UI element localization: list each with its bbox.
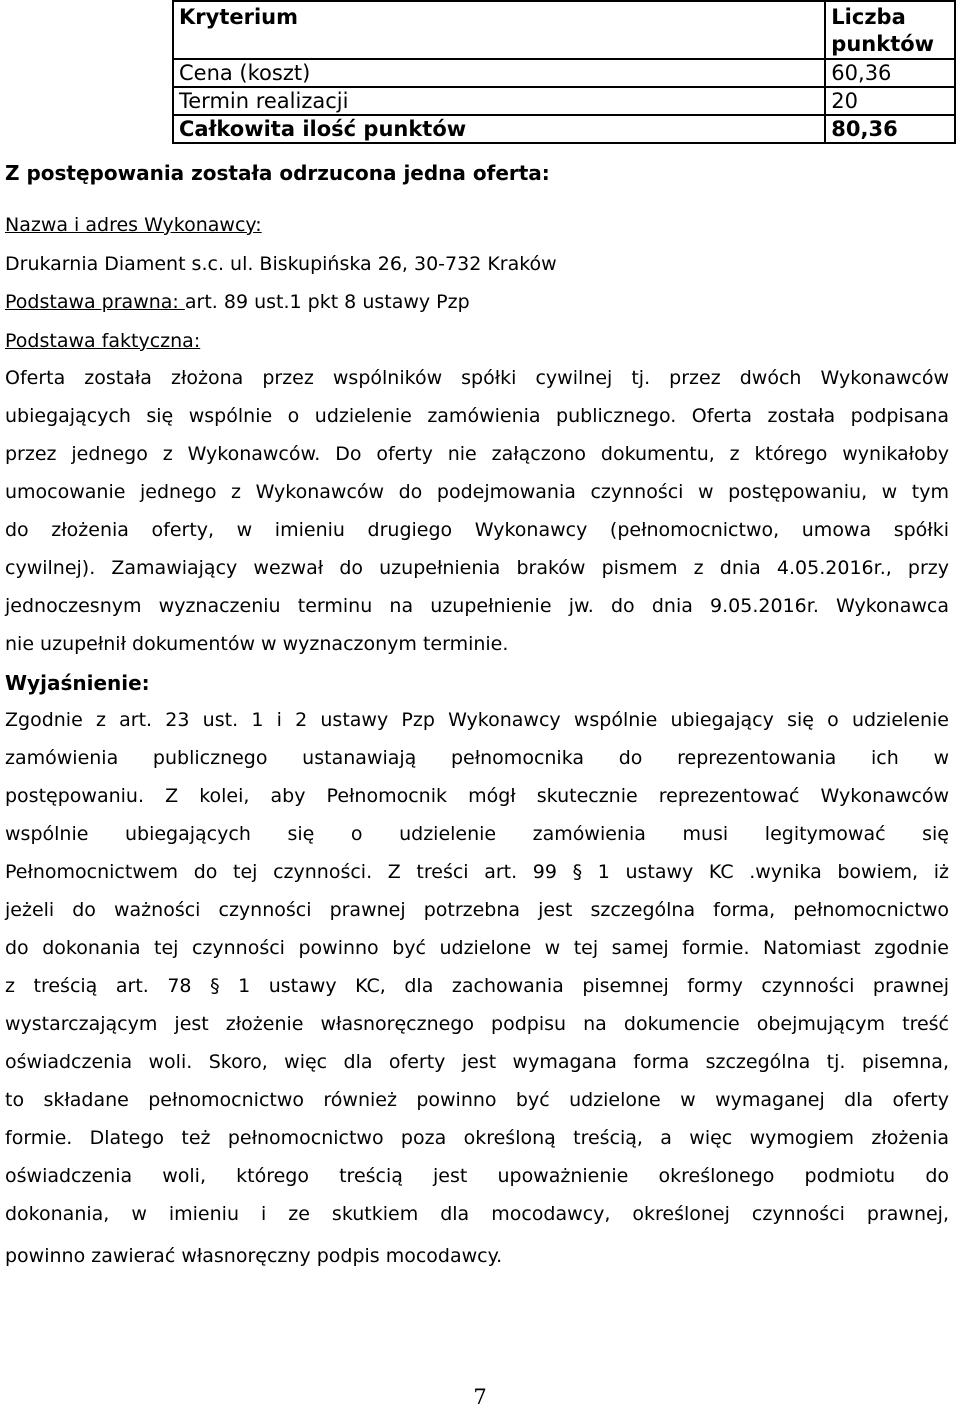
explanation-line: wspólnie ubiegających się o udzielenie zamówienia musi legitymować się (5, 823, 949, 845)
explanation-line: Pełnomocnictwem do tej czynności. Z treści art. 99 § 1 ustawy KC .wynika bowiem, iż (5, 861, 949, 883)
explanation-line: dokonania, w imieniu i ze skutkiem dla mocodawcy, określonej czynności prawnej, (5, 1203, 949, 1225)
table-total-row (173, 115, 955, 143)
explanation-line: jeżeli do ważności czynności prawnej potrzebna jest szczególna forma, pełnomocnictwo (5, 899, 949, 921)
rejection-heading: Z postępowania została odrzucona jedna oferta: (5, 161, 550, 185)
row-points: 60,36 (825, 59, 955, 87)
explanation-line: oświadczenia woli, którego treścią jest upoważnienie określonego podmiotu do (5, 1165, 949, 1187)
explanation-heading: Wyjaśnienie: (5, 671, 150, 695)
explanation-line: powinno zawierać własnoręczny podpis mocodawcy. (5, 1245, 503, 1267)
row-criterion: Termin realizacji (173, 87, 825, 115)
table-row (173, 59, 955, 87)
table-row (173, 87, 955, 115)
legal-basis-value: art. 89 ust.1 pkt 8 ustawy Pzp (184, 291, 470, 313)
explanation-line: to składane pełnomocnictwo również powinno być udzielone w wymaganej dla oferty (5, 1089, 949, 1111)
table-header-row (173, 1, 955, 59)
factual-line: przez jednego z Wykonawców. Do oferty nie załączono dokumentu, z którego wynikałoby (5, 443, 949, 465)
row-criterion: Cena (koszt) (173, 59, 825, 87)
contractor-value: Drukarnia Diament s.c. ul. Biskupińska 26, 30-732 Kraków (5, 253, 557, 275)
explanation-line: zamówienia publicznego ustanawiają pełnomocnika do reprezentowania ich w (5, 747, 949, 769)
factual-line: cywilnej). Zamawiający wezwał do uzupełnienia braków pismem z dnia 4.05.2016r., przy (5, 557, 949, 579)
row-points: 20 (825, 87, 955, 115)
header-points: Liczba punktów (825, 1, 955, 59)
legal-basis (5, 291, 470, 313)
factual-line: do złożenia oferty, w imieniu drugiego Wykonawcy (pełnomocnictwo, umowa spółki (5, 519, 949, 541)
total-label: Całkowita ilość punktów (173, 115, 825, 143)
page-number: 7 (473, 1385, 487, 1409)
explanation-line: postępowaniu. Z kolei, aby Pełnomocnik mógł skutecznie reprezentować Wykonawców (5, 785, 949, 807)
factual-line: ubiegających się wspólnie o udzielenie zamówienia publicznego. Oferta została podpisana (5, 405, 949, 427)
factual-line: nie uzupełnił dokumentów w wyznaczonym terminie. (5, 633, 509, 655)
explanation-line: z treścią art. 78 § 1 ustawy KC, dla zachowania pisemnej formy czynności prawnej (5, 975, 949, 997)
factual-line: umocowanie jednego z Wykonawców do podejmowania czynności w postępowaniu, w tym (5, 481, 949, 503)
factual-line: Oferta została złożona przez wspólników spółki cywilnej tj. przez dwóch Wykonawców (5, 367, 949, 389)
total-points: 80,36 (825, 115, 955, 143)
contractor-label: Nazwa i adres Wykonawcy: (5, 214, 262, 236)
factual-basis-label: Podstawa faktyczna: (5, 330, 201, 352)
score-table (172, 0, 956, 144)
explanation-line: Zgodnie z art. 23 ust. 1 i 2 ustawy Pzp Wykonawcy wspólnie ubiegający się o udzielenie (5, 709, 949, 731)
factual-line: jednoczesnym wyznaczeniu terminu na uzupełnienie jw. do dnia 9.05.2016r. Wykonawca (5, 595, 949, 617)
explanation-line: do dokonania tej czynności powinno być udzielone w tej samej formie. Natomiast zgodnie (5, 937, 949, 959)
explanation-line: formie. Dlatego też pełnomocnictwo poza określoną treścią, a więc wymogiem złożenia (5, 1127, 949, 1149)
legal-basis-label: Podstawa prawna: (5, 291, 185, 313)
explanation-line: wystarczającym jest złożenie własnoręcznego podpisu na dokumencie obejmującym treść (5, 1013, 949, 1035)
explanation-line: oświadczenia woli. Skoro, więc dla oferty jest wymagana forma szczególna tj. pisemna, (5, 1051, 949, 1073)
header-criterion: Kryterium (173, 1, 825, 59)
